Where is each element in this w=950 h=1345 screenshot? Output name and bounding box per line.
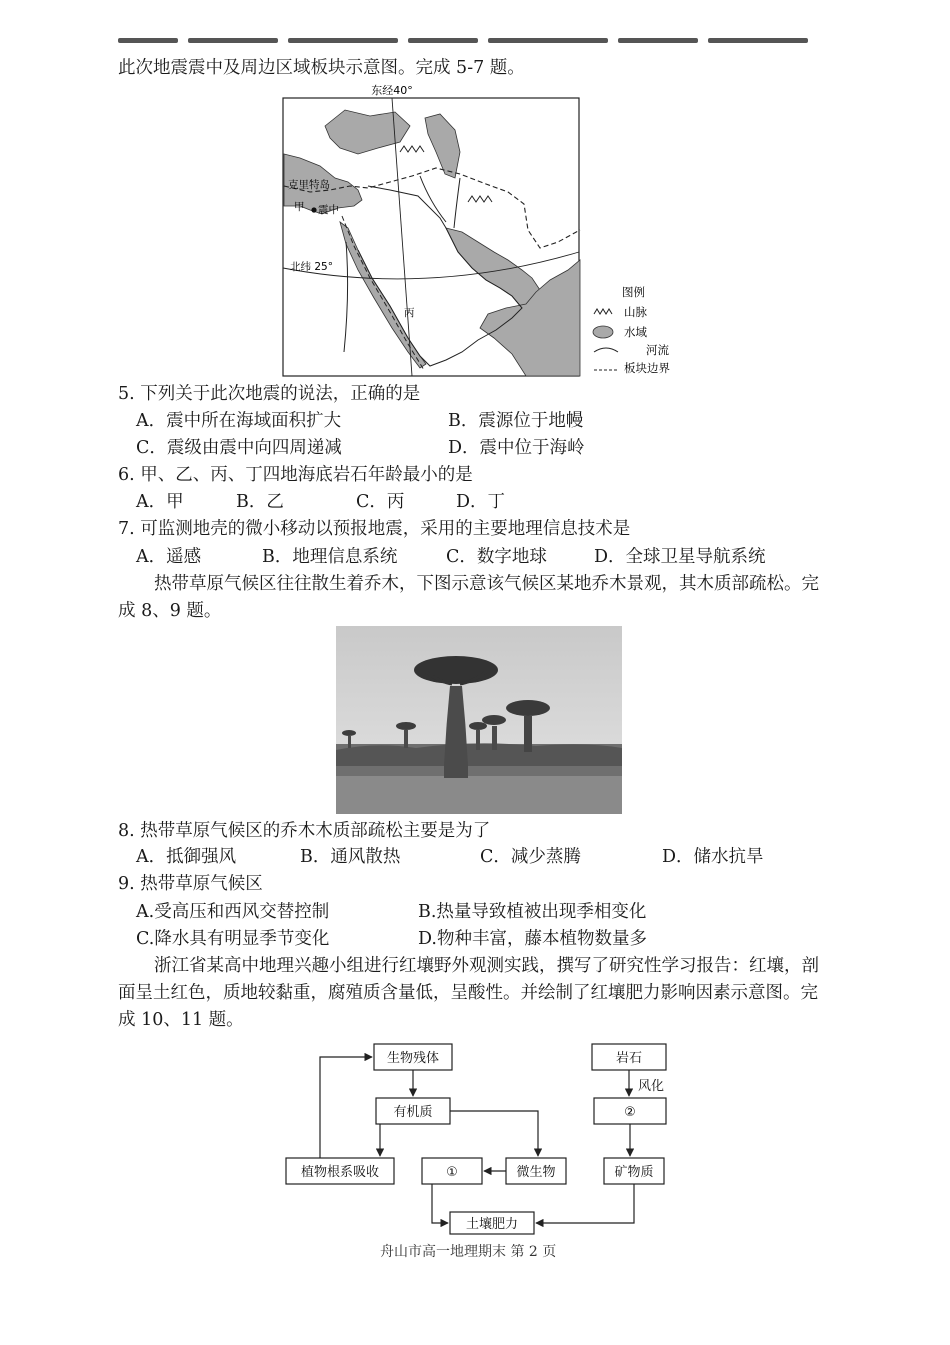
q6-stem: 6. 甲、乙、丙、丁四地海底岩石年龄最小的是 bbox=[118, 465, 473, 485]
q5-option-d[interactable]: D．震中位于海岭 bbox=[448, 438, 585, 458]
soil-fertility-diagram bbox=[280, 1036, 680, 1236]
q6-option-d[interactable]: D．丁 bbox=[456, 492, 506, 512]
q8-option-d[interactable]: D．储水抗旱 bbox=[662, 847, 764, 867]
bio-residue-label: 生物残体 bbox=[386, 1051, 440, 1066]
tree-right-trunk bbox=[524, 716, 532, 752]
lat-label: 北纬 25° bbox=[290, 261, 333, 273]
legend-water-icon bbox=[593, 326, 613, 338]
main-crown bbox=[414, 656, 498, 684]
root-absorb-label: 植物根系吸收 bbox=[300, 1165, 380, 1180]
q6-option-c[interactable]: C．丙 bbox=[356, 492, 405, 512]
cropped-top-line bbox=[118, 28, 838, 44]
page-footer bbox=[380, 1241, 590, 1260]
plate-map-figure bbox=[250, 82, 700, 382]
tree-right-crown bbox=[506, 700, 550, 716]
lon-label: 东经40° bbox=[371, 84, 413, 97]
q9-option-b[interactable]: B.热量导致植被出现季相变化 bbox=[418, 902, 647, 922]
box-2-label: ② bbox=[624, 1105, 636, 1120]
q8-option-c[interactable]: C．减少蒸腾 bbox=[480, 847, 581, 867]
legend-mountain-icon bbox=[594, 309, 612, 314]
dirt-road bbox=[336, 776, 622, 814]
q5-stem: 5. 下列关于此次地震的说法，正确的是 bbox=[118, 384, 421, 404]
organic-label: 有机质 bbox=[393, 1105, 433, 1120]
rock-label: 岩石 bbox=[615, 1051, 643, 1066]
legend-mountain: 山脉 bbox=[624, 305, 647, 319]
q9-option-d[interactable]: D.物种丰富，藤本植物数量多 bbox=[418, 929, 647, 949]
q7-option-d[interactable]: D．全球卫星导航系统 bbox=[594, 547, 766, 567]
q7-option-a[interactable]: A．遥感 bbox=[136, 547, 202, 567]
q9-option-c[interactable]: C.降水具有明显季节变化 bbox=[136, 929, 330, 949]
box-1-label: ① bbox=[446, 1165, 458, 1180]
arrow-root-residue bbox=[320, 1057, 372, 1158]
q9-stem: 9. 热带草原气候区 bbox=[118, 874, 263, 894]
q8-option-b[interactable]: B．通风散热 bbox=[300, 847, 401, 867]
q6-option-b[interactable]: B．乙 bbox=[236, 492, 284, 512]
crete-label: 克里特岛 bbox=[288, 179, 330, 191]
q5-option-b[interactable]: B．震源位于地幔 bbox=[448, 411, 584, 431]
intro-q8-9-line1: 热带草原气候区往往散生着乔木，下图示意该气候区某地乔木景观，其木质部疏松。完 bbox=[154, 574, 819, 594]
q8-stem: 8. 热带草原气候区的乔木木质部疏松主要是为了 bbox=[118, 821, 491, 841]
baobab-photo bbox=[336, 626, 622, 814]
q7-stem: 7. 可监测地壳的微小移动以预报地震，采用的主要地理信息技术是 bbox=[118, 519, 631, 539]
arrow-organic-microbe bbox=[450, 1111, 538, 1156]
q7-option-b[interactable]: B．地理信息系统 bbox=[262, 547, 398, 567]
arrow-mineral-fertility bbox=[536, 1184, 634, 1223]
legend-river-icon bbox=[594, 348, 618, 352]
q7-option-c[interactable]: C．数字地球 bbox=[446, 547, 547, 567]
epicenter-dot bbox=[311, 207, 316, 212]
legend-plate: 板块边界 bbox=[624, 361, 670, 375]
intro-q10-11-line3: 成 10、11 题。 bbox=[118, 1010, 244, 1030]
mineral-label: 矿物质 bbox=[614, 1165, 654, 1180]
q6-option-a[interactable]: A．甲 bbox=[136, 492, 184, 512]
bing-label: 丙 bbox=[404, 307, 415, 319]
arrow-1-fertility bbox=[432, 1184, 448, 1223]
legend-river: 河流 bbox=[646, 343, 669, 357]
epicenter-label: 震中 bbox=[318, 204, 339, 216]
footer-text: 舟山市高一地理期末 第 2 页 bbox=[380, 1244, 557, 1260]
legend-title: 图例 bbox=[622, 285, 645, 299]
baobab-landscape bbox=[336, 626, 622, 814]
legend-water: 水域 bbox=[624, 325, 647, 339]
q5-option-c[interactable]: C．震级由震中向四周递减 bbox=[136, 438, 342, 458]
soil-fertility-flow bbox=[280, 1036, 680, 1236]
q5-option-a[interactable]: A．震中所在海域面积扩大 bbox=[136, 411, 342, 431]
intro-q10-11-line2: 面呈土红色，质地较黏重，腐殖质含量低，呈酸性。并绘制了红壤肥力影响因素示意图。完 bbox=[118, 983, 818, 1003]
jia-label: 甲 bbox=[294, 201, 305, 213]
plate-map bbox=[250, 82, 700, 382]
intro-q10-11-line1: 浙江省某高中地理兴趣小组进行红壤野外观测实践，撰写了研究性学习报告：红壤，剖 bbox=[154, 956, 819, 976]
microbe-label: 微生物 bbox=[516, 1165, 556, 1180]
intro-q8-9-line2: 成 8、9 题。 bbox=[118, 601, 222, 621]
q8-option-a[interactable]: A．抵御强风 bbox=[136, 847, 237, 867]
soil-fertility-label: 土壤肥力 bbox=[465, 1217, 519, 1232]
q9-option-a[interactable]: A.受高压和西风交替控制 bbox=[136, 902, 330, 922]
weathering-label: 风化 bbox=[638, 1079, 665, 1094]
intro-q5-7: 此次地震震中及周边区域板块示意图。完成 5-7 题。 bbox=[118, 58, 525, 78]
